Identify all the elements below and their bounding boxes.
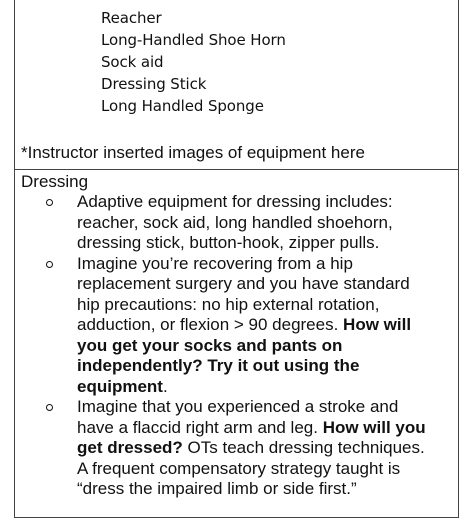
circle-bullet-icon	[46, 199, 53, 206]
bold-text: How will you	[322, 417, 426, 437]
bullet-line	[77, 459, 454, 480]
instructor-note: *Instructor inserted images of equipment here	[21, 143, 365, 162]
bullet-line	[77, 377, 454, 398]
bullet-line	[77, 213, 454, 234]
equipment-cell	[15, 0, 458, 168]
bullet-line	[77, 295, 454, 316]
dressing-bullet	[15, 397, 458, 500]
bullet-line	[77, 418, 454, 439]
equipment-item: Reacher	[101, 9, 162, 27]
text-run: dressing stick, button-hook, zipper pulls.	[77, 233, 380, 252]
bullet-line	[77, 315, 454, 336]
dressing-cell	[15, 169, 458, 517]
bullet-line	[77, 438, 454, 459]
text-run: .	[162, 376, 168, 396]
text-run: adduction, or flexion > 90 degrees.	[77, 315, 344, 334]
bold-text: equipment	[77, 376, 163, 396]
text-run: Adaptive equipment for dressing includes:	[77, 192, 393, 211]
equipment-item: Long-Handled Shoe Horn	[101, 31, 286, 49]
bullet-line	[77, 397, 454, 418]
dressing-bullet-list	[15, 192, 458, 500]
bullet-line	[77, 233, 454, 254]
bullet-text	[77, 397, 454, 500]
text-run: Imagine you’re recovering from a hip	[77, 253, 353, 273]
text-run: A frequent compensatory strategy taught is	[77, 458, 401, 478]
bold-text: How will	[343, 315, 412, 334]
bullet-line	[77, 479, 454, 500]
bullet-text	[77, 254, 454, 398]
text-run: Imagine that you experienced a stroke and	[77, 397, 399, 416]
bullet-line	[77, 274, 454, 295]
text-run: replacement surgery and you have standard	[77, 274, 410, 293]
circle-bullet-icon	[46, 261, 53, 268]
bullet-text	[77, 192, 454, 254]
bullet-line	[77, 336, 454, 357]
equipment-item: Long Handled Sponge	[101, 97, 264, 115]
document-table	[14, 0, 459, 518]
dressing-bullet	[15, 192, 458, 254]
text-run: hip precautions: no hip external rotation,	[77, 294, 380, 314]
equipment-item: Sock aid	[101, 53, 164, 71]
bold-text: get dressed?	[77, 438, 183, 457]
bullet-line	[77, 254, 454, 275]
bullet-line	[77, 192, 454, 213]
section-heading: Dressing	[21, 172, 89, 191]
text-run: OTs teach dressing techniques.	[182, 438, 425, 457]
bold-text: you get your socks and pants on	[77, 335, 343, 355]
text-run: “dress the impaired limb or side first.”	[77, 479, 357, 498]
equipment-item: Dressing Stick	[101, 75, 207, 93]
equipment-list	[101, 7, 286, 117]
text-run: reacher, sock aid, long handled shoehorn,	[77, 212, 393, 232]
circle-bullet-icon	[46, 404, 53, 411]
bold-text: independently? Try it out using the	[77, 356, 360, 375]
dressing-bullet	[15, 254, 458, 398]
text-run: have a flaccid right arm and leg.	[77, 417, 323, 437]
bullet-line	[77, 356, 454, 377]
